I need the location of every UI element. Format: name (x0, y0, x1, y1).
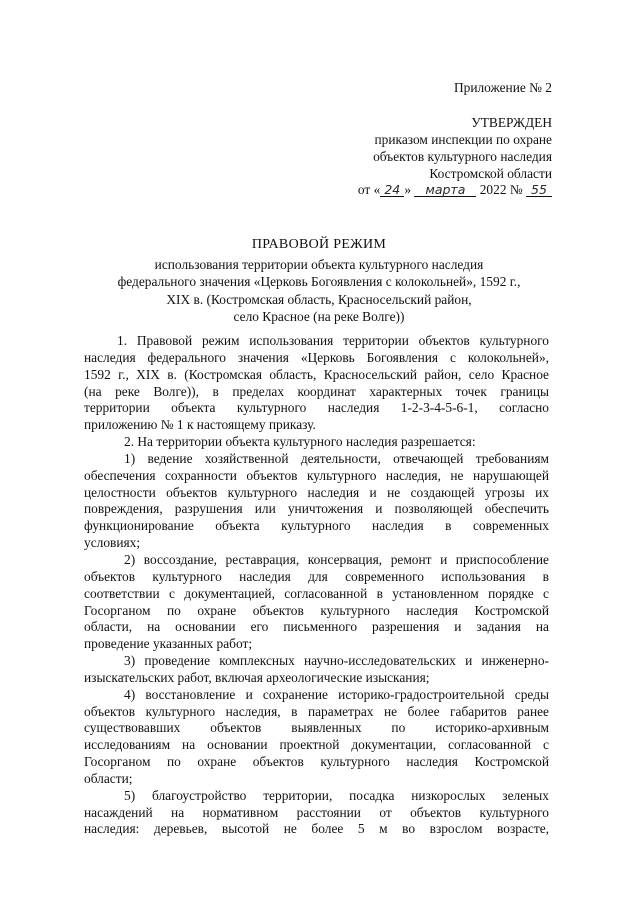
subtitle-line: село Красное (на реке Волге)) (233, 309, 405, 324)
text-line: насаждений на нормативном расстоянии от объектов культурного (84, 804, 549, 820)
paragraph (84, 451, 549, 552)
paragraph (84, 434, 549, 451)
order-number: 55 (526, 183, 552, 197)
text-line: наследия федерального значения «Церковь Богоявления с колокольней», (84, 349, 549, 365)
subtitle-line: федерального значения «Церковь Богоявления с колокольней», 1592 г., (117, 274, 521, 289)
text-line: (на реке Волге)), в пределах координат характерных точек границы (84, 383, 549, 399)
paragraph (84, 788, 549, 839)
document-body (84, 333, 549, 838)
text-line: проведение указанных работ; (84, 636, 253, 652)
text-line: 1. Правовой режим использования территории объектов культурного (117, 333, 549, 348)
appendix-label: Приложение № 2 (453, 80, 552, 95)
title-block (84, 236, 554, 326)
text-line: 5) благоустройство территории, посадка низкорослых зеленых (124, 787, 549, 803)
date-year: 2022 № (479, 182, 523, 197)
order-line-2: объектов культурного наследия (373, 149, 552, 164)
order-line-1: приказом инспекции по охране (374, 132, 552, 147)
date-day: 24 (380, 183, 404, 197)
order-line-3: Костромской области (429, 166, 552, 181)
text-line: приложению № 1 к настоящему приказу. (84, 417, 316, 433)
date-mid: » (404, 182, 412, 197)
text-line: Госорганом по охране объектов культурного наследия Костромской (84, 754, 549, 770)
paragraph (84, 333, 549, 434)
date-prefix: от « (357, 182, 381, 197)
text-line: области, на основании его письменного разрешения и задания на (84, 619, 549, 635)
text-line: функционирование объекта культурного наследия в современных (84, 518, 549, 534)
text-line: изыскательских работ, включая археологические изыскания; (84, 669, 430, 685)
paragraph (84, 687, 549, 788)
paragraph (84, 552, 549, 653)
text-line: обеспечения сохранности объектов культурного наследия, не нарушающей (84, 467, 549, 483)
text-line: наследия: деревьев, высотой не более 5 м во взрослом возрасте, (84, 821, 549, 837)
paragraph (84, 653, 549, 687)
text-line: 1) ведение хозяйственной деятельности, отвечающей требованиям (124, 450, 549, 466)
text-line: 3) проведение комплексных научно-исследовательских и инженерно- (124, 653, 549, 669)
text-line: Госорганом по охране объектов культурного наследия Костромской (84, 602, 549, 618)
text-line: условиях; (84, 535, 141, 551)
text-line: существовавших объектов выявленных по историко-архивным (84, 720, 549, 736)
text-line: 4) восстановление и сохранение историко-градостроительной среды (124, 686, 549, 702)
text-line: территории объекта культурного наследия 1-2-3-4-5-6-1, согласно (84, 400, 549, 416)
text-line: повреждения, разрушения или уничтожения и позволяющей обеспечить (84, 501, 549, 517)
text-line: объектов культурного наследия, в параметрах не более габаритов ранее (84, 703, 549, 719)
text-line: соответствии с документацией, согласованной в установленном порядке с (84, 585, 549, 601)
date-month: марта (414, 183, 476, 197)
text-line: объектов культурного наследия для современного использования в (84, 568, 549, 584)
text-line: целостности объектов культурного наследия и не создающей угрозы их (84, 484, 549, 500)
subtitle-line: использования территории объекта культурного наследия (154, 256, 484, 272)
subtitle-line: XIX в. (Костромская область, Красносельский район, (166, 291, 472, 307)
order-date-line (358, 182, 552, 198)
text-line: области; (84, 770, 133, 786)
document-title: ПРАВОВОЙ РЕЖИМ (251, 237, 387, 252)
text-line: 2. На территории объекта культурного наследия разрешается: (124, 434, 476, 450)
text-line: 2) воссоздание, реставрация, консервация, ремонт и приспособление (124, 551, 549, 567)
approved-label: УТВЕРЖДЕН (471, 115, 552, 130)
text-line: исследованиям на основании проектной документации, согласованной с (84, 737, 549, 753)
text-line: 1592 г., XIX в. (Костромская область, Красносельский район, село Красное (84, 366, 549, 382)
